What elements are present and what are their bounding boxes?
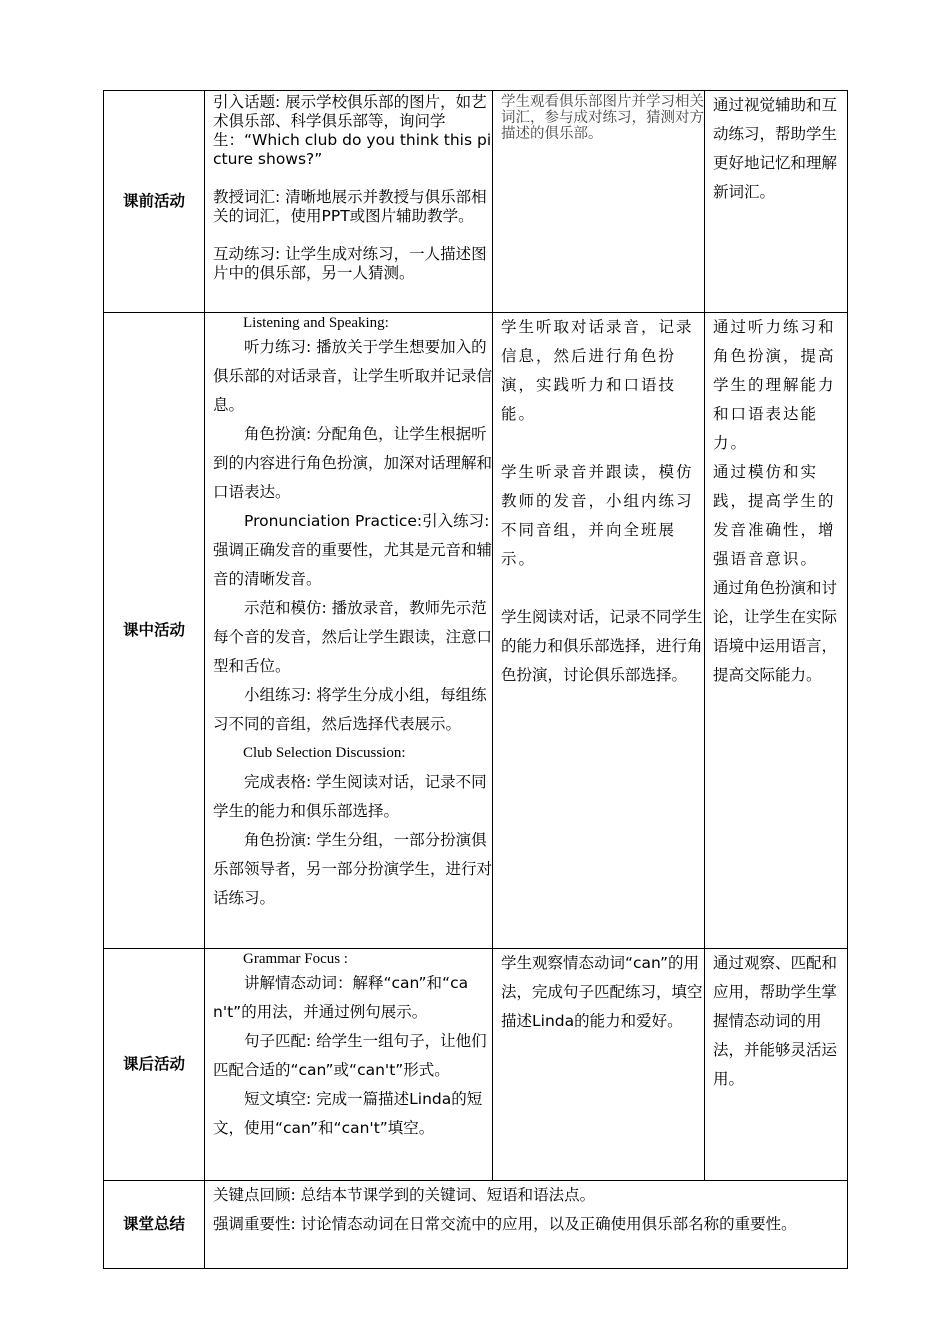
- activity-cell: [205, 91, 493, 313]
- row-label: 课中活动: [104, 313, 205, 949]
- row-pre-class: [104, 91, 848, 313]
- student-text: 学生听取对话录音，记录信息，然后进行角色扮演，实践听力和口语技能。: [501, 318, 694, 423]
- student-text: 学生听录音并跟读，模仿教师的发音，小组内练习不同音组，并向全班展示。: [501, 463, 694, 568]
- purpose-text: 通过角色扮演和讨论，让学生在实际语境中运用语言，提高交际能力。: [713, 579, 838, 684]
- activity-cell: [205, 949, 493, 1181]
- activity-text: 互动练习: 让学生成对练习，一人描述图片中的俱乐部，另一人猜测。: [213, 245, 487, 282]
- row-summary: [104, 1181, 848, 1269]
- activity-text: 角色扮演: 学生分组，一部分扮演俱乐部领导者，另一部分扮演学生，进行对话练习。: [213, 831, 493, 907]
- activity-text: 小组练习: 将学生分成小组，每组练习不同的音组，然后选择代表展示。: [213, 686, 487, 733]
- student-cell: [493, 949, 705, 1181]
- activity-text: 讲解情态动词：解释“can”和“can't”的用法，并通过例句展示。: [213, 974, 469, 1021]
- summary-cell: [205, 1181, 848, 1269]
- activity-text: 引入话题: 展示学校俱乐部的图片，如艺术俱乐部、科学俱乐部等，询问学生：“Which club do you think this picture shows?”: [213, 93, 492, 168]
- section-heading: Listening and Speaking:: [243, 315, 389, 331]
- activity-cell: [205, 313, 493, 949]
- purpose-text: 通过听力练习和角色扮演，提高学生的理解能力和口语表达能力。: [713, 318, 836, 452]
- purpose-cell: [705, 949, 848, 1181]
- student-cell: [493, 313, 705, 949]
- row-label: 课前活动: [104, 91, 205, 313]
- activity-text: 角色扮演: 分配角色，让学生根据听到的内容进行角色扮演，加深对话理解和口语表达。: [213, 425, 493, 501]
- activity-text: 短文填空: 完成一篇描述Linda的短文，使用“can”和“can't”填空。: [213, 1090, 483, 1137]
- row-label: 课堂总结: [104, 1181, 205, 1269]
- summary-text: 强调重要性: 讨论情态动词在日常交流中的应用，以及正确使用俱乐部名称的重要性。: [213, 1215, 797, 1233]
- purpose-cell: [705, 91, 848, 313]
- activity-text: 教授词汇: 清晰地展示并教授与俱乐部相关的词汇，使用PPT或图片辅助教学。: [213, 188, 487, 225]
- purpose-text: 通过视觉辅助和互动练习，帮助学生更好地记忆和理解新词汇。: [713, 96, 838, 201]
- purpose-text: 通过模仿和实践，提高学生的发音准确性，增强语音意识。: [713, 463, 836, 568]
- row-after-class: [104, 949, 848, 1181]
- activity-text: 句子匹配: 给学生一组句子，让他们匹配合适的“can”或“can't”形式。: [213, 1032, 487, 1079]
- purpose-text: 通过观察、匹配和应用，帮助学生掌握情态动词的用法，并能够灵活运用。: [713, 954, 838, 1088]
- lesson-plan-table: [103, 90, 848, 1269]
- section-heading: Grammar Focus :: [243, 951, 348, 967]
- activity-text: 示范和模仿: 播放录音，教师先示范每个音的发音，然后让学生跟读，注意口型和舌位。: [213, 599, 493, 675]
- activity-text: Pronunciation Practice:引入练习: 强调正确发音的重要性，尤其是元音和辅音的清晰发音。: [213, 512, 493, 588]
- row-label: 课后活动: [104, 949, 205, 1181]
- summary-text: 关键点回顾: 总结本节课学到的关键词、短语和语法点。: [213, 1186, 596, 1204]
- row-in-class: [104, 313, 848, 949]
- student-text: 学生观看俱乐部图片并学习相关词汇，参与成对练习，猜测对方描述的俱乐部。: [501, 94, 704, 142]
- purpose-cell: [705, 313, 848, 949]
- student-text: 学生观察情态动词“can”的用法，完成句子匹配练习，填空描述Linda的能力和爱好。: [501, 954, 703, 1030]
- section-heading: Club Selection Discussion:: [243, 745, 406, 761]
- student-cell: [493, 91, 705, 313]
- student-text: 学生阅读对话，记录不同学生的能力和俱乐部选择，进行角色扮演，讨论俱乐部选择。: [501, 608, 703, 684]
- activity-text: 完成表格: 学生阅读对话，记录不同学生的能力和俱乐部选择。: [213, 773, 487, 820]
- activity-text: 听力练习: 播放关于学生想要加入的俱乐部的对话录音，让学生听取并记录信息。: [213, 338, 493, 414]
